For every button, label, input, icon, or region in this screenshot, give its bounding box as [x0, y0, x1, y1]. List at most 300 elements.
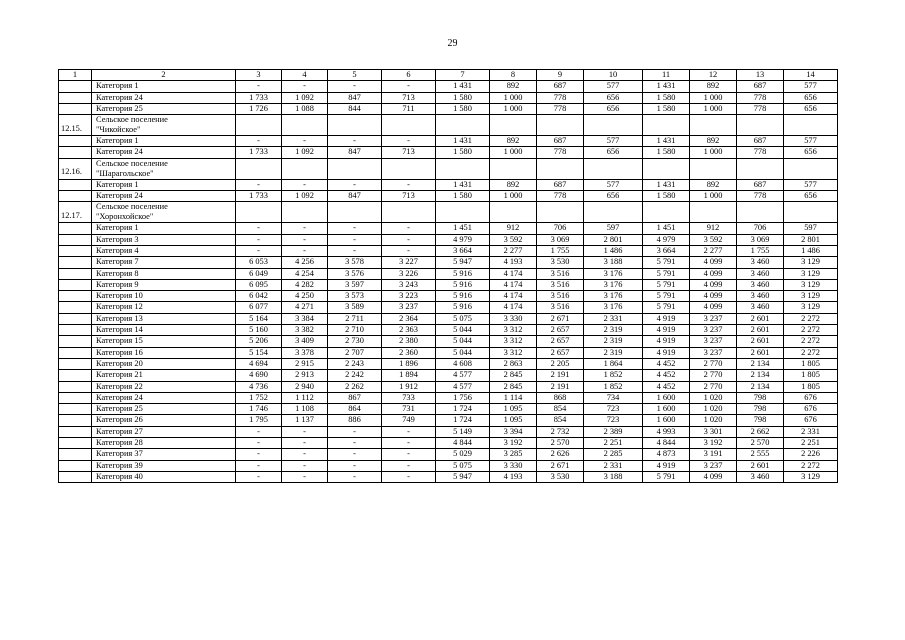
value-cell: -	[382, 460, 436, 471]
empty-cell	[584, 115, 643, 136]
value-cell: 1 020	[690, 415, 737, 426]
empty-cell	[436, 202, 490, 223]
empty-cell	[282, 202, 328, 223]
value-cell: -	[328, 245, 382, 256]
section-name-line1: Сельское поселение	[96, 202, 168, 212]
header-cell: 11	[643, 70, 690, 81]
row-code	[59, 426, 92, 437]
value-cell: 2 319	[584, 336, 643, 347]
table-row	[59, 358, 838, 369]
value-cell: 3 188	[584, 471, 643, 482]
value-cell: 2 251	[584, 438, 643, 449]
value-cell: -	[236, 234, 282, 245]
value-cell: 2 770	[690, 370, 737, 381]
value-cell: 2 732	[537, 426, 584, 437]
value-cell: 2 570	[737, 438, 784, 449]
value-cell: 4 694	[236, 358, 282, 369]
value-cell: -	[236, 449, 282, 460]
value-cell: -	[282, 438, 328, 449]
value-cell: 5 791	[643, 279, 690, 290]
value-cell: 734	[584, 392, 643, 403]
row-code	[59, 191, 92, 202]
value-cell: 1 724	[436, 404, 490, 415]
value-cell: 5 947	[436, 257, 490, 268]
empty-cell	[584, 202, 643, 223]
empty-cell	[690, 202, 737, 223]
value-cell: 3 384	[282, 313, 328, 324]
value-cell: 711	[382, 103, 436, 114]
tariff-table	[58, 69, 838, 483]
section-name-line2: "Хоронхойское"	[96, 212, 154, 222]
value-cell: 2 262	[328, 381, 382, 392]
header-cell: 12	[690, 70, 737, 81]
value-cell: 3 237	[382, 302, 436, 313]
header-cell: 4	[282, 70, 328, 81]
value-cell: 3 192	[690, 438, 737, 449]
value-cell: -	[382, 426, 436, 437]
row-code	[59, 268, 92, 279]
table-row	[59, 438, 838, 449]
table-row	[59, 426, 838, 437]
table-row	[59, 81, 838, 92]
value-cell: 6 042	[236, 291, 282, 302]
row-code	[59, 92, 92, 103]
header-cell: 5	[328, 70, 382, 81]
value-cell: 3 129	[784, 291, 838, 302]
row-code	[59, 358, 92, 369]
empty-cell	[236, 158, 282, 179]
header-cell: 10	[584, 70, 643, 81]
value-cell: 1 431	[643, 179, 690, 190]
value-cell: 4 099	[690, 268, 737, 279]
value-cell: 1 580	[643, 92, 690, 103]
value-cell: 4 099	[690, 257, 737, 268]
value-cell: 2 845	[490, 381, 537, 392]
value-cell: -	[236, 223, 282, 234]
empty-cell	[490, 115, 537, 136]
section-name	[92, 202, 236, 223]
value-cell: 4 577	[436, 370, 490, 381]
value-cell: 3 129	[784, 471, 838, 482]
row-code	[59, 347, 92, 358]
value-cell: 1 580	[643, 103, 690, 114]
value-cell: 2 570	[537, 438, 584, 449]
value-cell: 3 382	[282, 325, 328, 336]
value-cell: 3 530	[537, 471, 584, 482]
row-code	[59, 392, 92, 403]
empty-cell	[436, 158, 490, 179]
value-cell: 1 431	[643, 136, 690, 147]
category-name: Категория 10	[92, 291, 236, 302]
row-code	[59, 471, 92, 482]
value-cell: 713	[382, 92, 436, 103]
value-cell: 5 044	[436, 347, 490, 358]
value-cell: 4 174	[490, 291, 537, 302]
value-cell: 3 516	[537, 279, 584, 290]
value-cell: 2 272	[784, 325, 838, 336]
value-cell: 5 947	[436, 471, 490, 482]
header-cell: 7	[436, 70, 490, 81]
value-cell: 3 237	[690, 325, 737, 336]
section-name-line1: Сельское поселение	[96, 158, 168, 168]
value-cell: 1 896	[382, 358, 436, 369]
value-cell: 2 272	[784, 336, 838, 347]
value-cell: 4 174	[490, 302, 537, 313]
table-row	[59, 179, 838, 190]
table-row	[59, 302, 838, 313]
value-cell: 1 580	[436, 92, 490, 103]
value-cell: 706	[537, 223, 584, 234]
section-row	[59, 158, 838, 179]
value-cell: 1 755	[537, 245, 584, 256]
value-cell: 892	[690, 136, 737, 147]
value-cell: 892	[690, 179, 737, 190]
table-row	[59, 449, 838, 460]
value-cell: 2 277	[690, 245, 737, 256]
value-cell: 1 431	[436, 179, 490, 190]
value-cell: 2 601	[737, 460, 784, 471]
category-name: Категория 1	[92, 223, 236, 234]
value-cell: 2 272	[784, 347, 838, 358]
empty-cell	[382, 115, 436, 136]
value-cell: 1 756	[436, 392, 490, 403]
value-cell: -	[236, 179, 282, 190]
value-cell: 3 460	[737, 291, 784, 302]
empty-cell	[537, 202, 584, 223]
value-cell: 4 873	[643, 449, 690, 460]
value-cell: 5 075	[436, 313, 490, 324]
value-cell: -	[236, 460, 282, 471]
value-cell: 3 176	[584, 268, 643, 279]
value-cell: -	[328, 234, 382, 245]
value-cell: 4 250	[282, 291, 328, 302]
value-cell: 2 657	[537, 347, 584, 358]
value-cell: 1 600	[643, 404, 690, 415]
value-cell: 3 129	[784, 257, 838, 268]
category-name: Категория 21	[92, 370, 236, 381]
value-cell: 3 176	[584, 279, 643, 290]
category-name: Категория 16	[92, 347, 236, 358]
table-row	[59, 471, 838, 482]
value-cell: 1 431	[436, 81, 490, 92]
value-cell: 1 108	[282, 404, 328, 415]
value-cell: 2 657	[537, 336, 584, 347]
value-cell: 1 600	[643, 392, 690, 403]
value-cell: 4 608	[436, 358, 490, 369]
value-cell: 1 092	[282, 191, 328, 202]
value-cell: 3 237	[690, 460, 737, 471]
value-cell: 854	[537, 404, 584, 415]
value-cell: 892	[490, 81, 537, 92]
page-number: 29	[447, 38, 458, 49]
value-cell: 1 000	[490, 191, 537, 202]
value-cell: 1 580	[643, 191, 690, 202]
table-row	[59, 336, 838, 347]
category-name: Категория 1	[92, 136, 236, 147]
value-cell: 676	[784, 392, 838, 403]
header-cell: 2	[92, 70, 236, 81]
table-row	[59, 370, 838, 381]
value-cell: 3 176	[584, 291, 643, 302]
empty-cell	[690, 115, 737, 136]
table-row	[59, 279, 838, 290]
value-cell: 854	[537, 415, 584, 426]
value-cell: 844	[328, 103, 382, 114]
value-cell: 3 312	[490, 325, 537, 336]
table-row	[59, 381, 838, 392]
value-cell: -	[282, 81, 328, 92]
value-cell: 798	[737, 392, 784, 403]
value-cell: 5 206	[236, 336, 282, 347]
value-cell: 4 099	[690, 302, 737, 313]
value-cell: -	[236, 471, 282, 482]
section-name-line1: Сельское поселение	[96, 115, 168, 125]
row-code	[59, 81, 92, 92]
value-cell: 4 736	[236, 381, 282, 392]
value-cell: 577	[784, 81, 838, 92]
category-name: Категория 4	[92, 245, 236, 256]
empty-cell	[382, 202, 436, 223]
value-cell: 1 580	[436, 103, 490, 114]
value-cell: -	[282, 460, 328, 471]
value-cell: 4 254	[282, 268, 328, 279]
section-row	[59, 115, 838, 136]
value-cell: -	[382, 234, 436, 245]
value-cell: 2 707	[328, 347, 382, 358]
value-cell: -	[328, 223, 382, 234]
value-cell: 656	[784, 147, 838, 158]
value-cell: 4 979	[643, 234, 690, 245]
value-cell: 3 312	[490, 336, 537, 347]
category-name: Категория 26	[92, 415, 236, 426]
value-cell: 656	[584, 92, 643, 103]
value-cell: -	[328, 81, 382, 92]
row-code	[59, 460, 92, 471]
value-cell: 4 979	[436, 234, 490, 245]
value-cell: 5 164	[236, 313, 282, 324]
value-cell: 2 191	[537, 370, 584, 381]
value-cell: 2 285	[584, 449, 643, 460]
category-name: Категория 27	[92, 426, 236, 437]
value-cell: 676	[784, 415, 838, 426]
value-cell: 3 460	[737, 471, 784, 482]
value-cell: 687	[737, 81, 784, 92]
value-cell: 864	[328, 404, 382, 415]
value-cell: 4 452	[643, 381, 690, 392]
category-name: Категория 24	[92, 92, 236, 103]
empty-cell	[737, 158, 784, 179]
value-cell: 1 137	[282, 415, 328, 426]
table-row	[59, 392, 838, 403]
value-cell: 5 916	[436, 268, 490, 279]
value-cell: 2 243	[328, 358, 382, 369]
value-cell: 2 331	[584, 460, 643, 471]
value-cell: 778	[737, 191, 784, 202]
value-cell: 4 174	[490, 279, 537, 290]
value-cell: 5 916	[436, 302, 490, 313]
value-cell: -	[236, 438, 282, 449]
value-cell: 2 191	[537, 381, 584, 392]
empty-cell	[784, 158, 838, 179]
value-cell: 4 577	[436, 381, 490, 392]
value-cell: 778	[737, 147, 784, 158]
value-cell: 2 601	[737, 325, 784, 336]
value-cell: 1 112	[282, 392, 328, 403]
value-cell: 5 044	[436, 325, 490, 336]
value-cell: 2 134	[737, 358, 784, 369]
value-cell: 3 516	[537, 268, 584, 279]
value-cell: 4 919	[643, 347, 690, 358]
value-cell: -	[282, 449, 328, 460]
value-cell: -	[282, 471, 328, 482]
value-cell: 4 271	[282, 302, 328, 313]
value-cell: 706	[737, 223, 784, 234]
value-cell: 2 601	[737, 313, 784, 324]
value-cell: 1 451	[436, 223, 490, 234]
category-name: Категория 25	[92, 103, 236, 114]
value-cell: 656	[584, 191, 643, 202]
value-cell: 1 805	[784, 381, 838, 392]
value-cell: 1 852	[584, 370, 643, 381]
value-cell: -	[328, 426, 382, 437]
value-cell: 2 657	[537, 325, 584, 336]
value-cell: 886	[328, 415, 382, 426]
value-cell: 1 020	[690, 392, 737, 403]
value-cell: 713	[382, 191, 436, 202]
value-cell: 3 285	[490, 449, 537, 460]
empty-cell	[737, 115, 784, 136]
table-row	[59, 103, 838, 114]
value-cell: 2 555	[737, 449, 784, 460]
category-name: Категория 25	[92, 404, 236, 415]
value-cell: 867	[328, 392, 382, 403]
value-cell: -	[282, 136, 328, 147]
value-cell: 3 330	[490, 313, 537, 324]
table-row	[59, 404, 838, 415]
value-cell: 798	[737, 415, 784, 426]
value-cell: 892	[490, 136, 537, 147]
value-cell: 3 237	[690, 347, 737, 358]
value-cell: 2 626	[537, 449, 584, 460]
empty-cell	[328, 115, 382, 136]
header-cell: 1	[59, 70, 92, 81]
table-row	[59, 223, 838, 234]
value-cell: 2 389	[584, 426, 643, 437]
value-cell: 687	[537, 136, 584, 147]
value-cell: 3 516	[537, 291, 584, 302]
value-cell: 1 000	[490, 103, 537, 114]
section-name-line2: "Чикойское"	[96, 125, 141, 135]
row-code	[59, 370, 92, 381]
table-row	[59, 291, 838, 302]
value-cell: 1 755	[737, 245, 784, 256]
value-cell: 2 251	[784, 438, 838, 449]
value-cell: -	[236, 426, 282, 437]
value-cell: 1 852	[584, 381, 643, 392]
value-cell: 2 331	[784, 426, 838, 437]
row-code	[59, 103, 92, 114]
value-cell: 3 530	[537, 257, 584, 268]
value-cell: 5 044	[436, 336, 490, 347]
table-row	[59, 234, 838, 245]
value-cell: -	[282, 234, 328, 245]
value-cell: 2 380	[382, 336, 436, 347]
value-cell: 4 099	[690, 471, 737, 482]
value-cell: 1 724	[436, 415, 490, 426]
value-cell: 577	[784, 136, 838, 147]
value-cell: 3 664	[643, 245, 690, 256]
row-code	[59, 234, 92, 245]
empty-cell	[784, 115, 838, 136]
value-cell: 1 431	[436, 136, 490, 147]
value-cell: 4 099	[690, 279, 737, 290]
value-cell: 687	[537, 179, 584, 190]
value-cell: 577	[584, 81, 643, 92]
value-cell: 5 149	[436, 426, 490, 437]
value-cell: 3 191	[690, 449, 737, 460]
table-row	[59, 325, 838, 336]
category-name: Категория 28	[92, 438, 236, 449]
value-cell: 731	[382, 404, 436, 415]
category-name: Категория 22	[92, 381, 236, 392]
value-cell: -	[382, 449, 436, 460]
value-cell: -	[236, 136, 282, 147]
value-cell: 2 730	[328, 336, 382, 347]
value-cell: -	[382, 223, 436, 234]
value-cell: 2 272	[784, 313, 838, 324]
value-cell: 3 176	[584, 302, 643, 313]
value-cell: 1 805	[784, 358, 838, 369]
value-cell: 4 844	[643, 438, 690, 449]
value-cell: 5 791	[643, 291, 690, 302]
value-cell: 4 919	[643, 460, 690, 471]
empty-cell	[690, 158, 737, 179]
value-cell: 4 452	[643, 370, 690, 381]
value-cell: -	[382, 81, 436, 92]
value-cell: 4 193	[490, 257, 537, 268]
row-code	[59, 147, 92, 158]
value-cell: 1 451	[643, 223, 690, 234]
value-cell: 4 452	[643, 358, 690, 369]
value-cell: 3 312	[490, 347, 537, 358]
value-cell: 3 378	[282, 347, 328, 358]
value-cell: 2 801	[584, 234, 643, 245]
value-cell: 5 916	[436, 291, 490, 302]
value-cell: -	[282, 245, 328, 256]
value-cell: 4 919	[643, 336, 690, 347]
value-cell: 5 791	[643, 268, 690, 279]
value-cell: 3 589	[328, 302, 382, 313]
value-cell: 1 000	[490, 92, 537, 103]
value-cell: 6 077	[236, 302, 282, 313]
section-row	[59, 202, 838, 223]
value-cell: 1 088	[282, 103, 328, 114]
value-cell: 687	[737, 136, 784, 147]
value-cell: 3 129	[784, 268, 838, 279]
table-row	[59, 268, 838, 279]
value-cell: 3 664	[436, 245, 490, 256]
table-row	[59, 415, 838, 426]
value-cell: 5 160	[236, 325, 282, 336]
value-cell: 1 486	[584, 245, 643, 256]
table-row	[59, 347, 838, 358]
section-code: 12.15.	[59, 115, 92, 136]
table-row	[59, 313, 838, 324]
value-cell: 778	[537, 92, 584, 103]
value-cell: 3 516	[537, 302, 584, 313]
value-cell: 2 205	[537, 358, 584, 369]
value-cell: 2 319	[584, 325, 643, 336]
